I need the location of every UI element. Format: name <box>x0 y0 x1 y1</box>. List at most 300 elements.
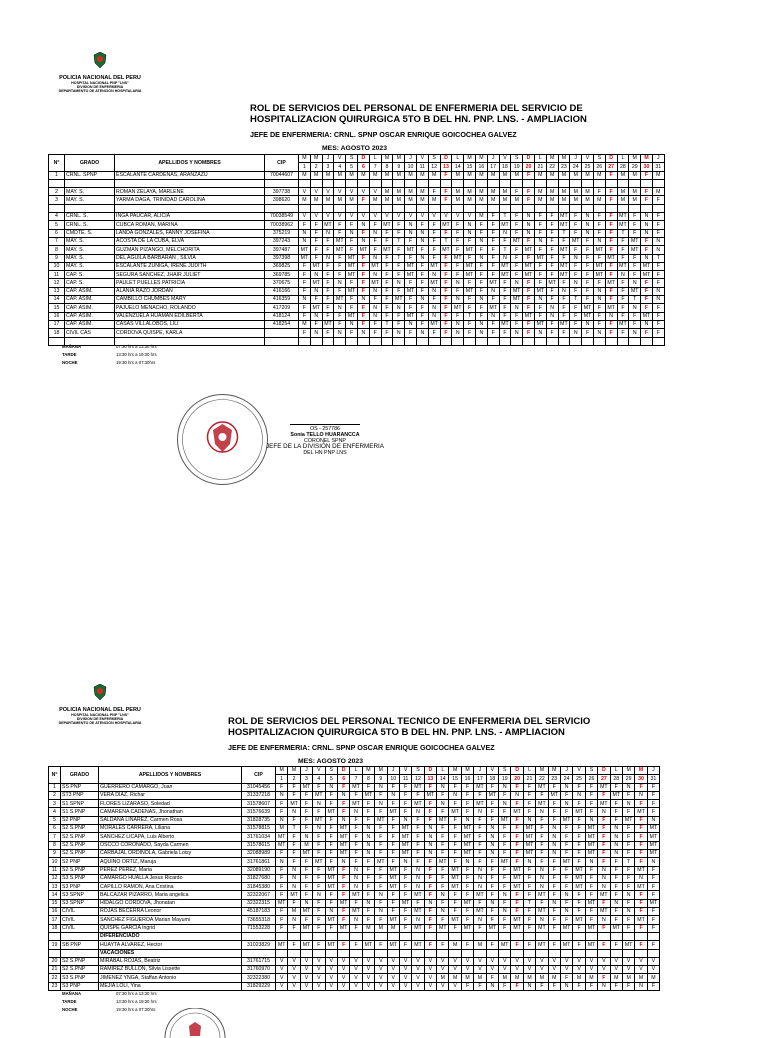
shift-cell: MT <box>573 874 585 882</box>
shift-cell: MT <box>558 221 570 229</box>
shift-cell: F <box>357 229 369 237</box>
shift-cell: F <box>346 304 358 312</box>
shift-cell: V <box>585 966 597 974</box>
shift-cell: MT <box>300 941 312 949</box>
shift-cell: MT <box>617 221 629 229</box>
row-number: 19 <box>49 941 61 949</box>
staff-rank: CIVIL <box>61 916 99 924</box>
shift-cell: MT <box>337 841 349 849</box>
shift-cell: MT <box>486 791 498 799</box>
weekday-header: D <box>337 767 349 775</box>
staff-cip: 370675 <box>265 279 299 287</box>
day-number-header: 17 <box>487 163 499 171</box>
shift-cell: V <box>511 966 523 974</box>
day-number-header: 31 <box>647 775 659 783</box>
staff-cip: 31845380 <box>242 883 276 891</box>
shift-cell: F <box>523 808 535 816</box>
table-row <box>49 833 660 841</box>
shift-cell: F <box>357 262 369 270</box>
shift-cell: F <box>511 188 523 196</box>
staff-name: BALCAZAR PIZARRO, Maria angelica <box>99 891 242 899</box>
shift-cell: F <box>461 808 473 816</box>
day-number-header: 14 <box>437 775 449 783</box>
column-header: GRADO <box>61 767 99 784</box>
shift-cell: F <box>582 296 594 304</box>
shift-cell: F <box>412 833 424 841</box>
shift-cell: F <box>300 883 312 891</box>
shift-cell: F <box>511 262 523 270</box>
shift-cell: MT <box>593 271 605 279</box>
shift-cell: F <box>416 287 428 295</box>
shift-cell: F <box>593 312 605 320</box>
shift-cell: F <box>362 783 374 791</box>
shift-cell: F <box>652 320 664 328</box>
shift-cell: F <box>310 221 322 229</box>
shift-cell: F <box>381 229 393 237</box>
row-number <box>49 179 65 187</box>
shift-cell: N <box>464 221 476 229</box>
shift-cell: N <box>346 320 358 328</box>
shift-cell: F <box>610 816 622 824</box>
shift-cell: N <box>641 254 653 262</box>
shift-cell: MT <box>487 279 499 287</box>
shift-cell: F <box>598 825 610 833</box>
staff-name: MIRABAL ROJAS, Beatriz <box>99 957 242 965</box>
shift-cell: V <box>350 974 362 982</box>
staff-rank <box>65 179 115 187</box>
staff-cip: 397487 <box>265 246 299 254</box>
shift-cell: V <box>325 974 337 982</box>
shift-cell: N <box>276 791 288 799</box>
shift-cell <box>334 179 346 187</box>
shift-cell: F <box>652 213 664 221</box>
shift-cell: F <box>464 320 476 328</box>
shift-cell: F <box>299 221 311 229</box>
staff-name: ROMAN ZELAYA, MARLENE <box>115 188 265 196</box>
shift-cell: M <box>570 188 582 196</box>
shift-cell: V <box>313 974 325 982</box>
shift-cell: N <box>593 287 605 295</box>
shift-cell: F <box>362 891 374 899</box>
shift-cell <box>322 179 334 187</box>
shift-cell: F <box>313 783 325 791</box>
shift-cell: F <box>464 254 476 262</box>
shift-cell: MT <box>276 833 288 841</box>
staff-name: GUZMAN PIZANGO, MELCHORITA <box>115 246 265 254</box>
shift-cell: F <box>534 312 546 320</box>
staff-rank: S1 SPNP <box>61 800 99 808</box>
shift-cell <box>573 949 585 957</box>
weekday-header: L <box>534 155 546 163</box>
shift-cell: N <box>288 808 300 816</box>
shift-cell: N <box>437 891 449 899</box>
shift-cell: MT <box>299 254 311 262</box>
shift-cell: F <box>393 271 405 279</box>
shift-cell: F <box>437 899 449 907</box>
shift-cell: N <box>369 304 381 312</box>
shift-cell <box>598 949 610 957</box>
shift-cell: N <box>635 982 647 990</box>
shift-cell: N <box>452 279 464 287</box>
shift-cell: F <box>617 237 629 245</box>
staff-cip: 375219 <box>265 229 299 237</box>
shift-cell: F <box>598 816 610 824</box>
shift-cell: MT <box>536 941 548 949</box>
shift-cell: V <box>399 957 411 965</box>
staff-cip: 70038549 <box>265 213 299 221</box>
shift-cell: F <box>536 858 548 866</box>
shift-cell: MT <box>334 237 346 245</box>
shift-cell: F <box>560 874 572 882</box>
shift-cell: F <box>461 866 473 874</box>
staff-cip: 418254 <box>265 320 299 328</box>
shift-cell: MT <box>548 791 560 799</box>
shift-cell <box>346 337 358 345</box>
shift-cell: MT <box>598 783 610 791</box>
weekday-header: V <box>416 155 428 163</box>
shift-cell: M <box>452 188 464 196</box>
shift-cell: MT <box>412 941 424 949</box>
shift-cell: MT <box>387 916 399 924</box>
row-number <box>49 204 65 212</box>
shift-cell: F <box>475 246 487 254</box>
row-number: 2 <box>49 791 61 799</box>
shift-cell: F <box>548 808 560 816</box>
shift-cell: F <box>424 800 436 808</box>
shift-cell: F <box>381 304 393 312</box>
shift-cell: N <box>424 849 436 857</box>
shift-cell: MT <box>573 916 585 924</box>
shift-cell: F <box>499 841 511 849</box>
shift-cell: V <box>449 982 461 990</box>
shift-cell: F <box>622 982 634 990</box>
shift-cell: F <box>350 841 362 849</box>
shift-cell <box>558 179 570 187</box>
shift-cell: MT <box>464 246 476 254</box>
shift-cell: MT <box>536 924 548 932</box>
shift-cell <box>570 337 582 345</box>
shift-cell: V <box>362 966 374 974</box>
shift-cell: MT <box>449 916 461 924</box>
shift-cell: F <box>610 883 622 891</box>
weekday-header: M <box>558 155 570 163</box>
shift-cell: F <box>412 816 424 824</box>
shift-cell: N <box>647 816 659 824</box>
shift-cell: N <box>548 841 560 849</box>
shift-cell: N <box>582 221 594 229</box>
staff-rank: CAP. ASIM. <box>65 320 115 328</box>
table-row <box>49 296 665 304</box>
shift-cell: M <box>322 196 334 204</box>
row-number: 20 <box>49 957 61 965</box>
shift-cell: F <box>605 213 617 221</box>
shift-cell: M <box>475 196 487 204</box>
staff-name: GUERRERO CAMARGO, Juan <box>99 783 242 791</box>
shift-cell <box>375 932 387 940</box>
shift-cell: F <box>499 279 511 287</box>
shift-cell: V <box>369 188 381 196</box>
shift-cell: F <box>635 849 647 857</box>
shift-cell: F <box>511 816 523 824</box>
shift-cell: N <box>582 229 594 237</box>
shift-cell: F <box>334 312 346 320</box>
shift-cell: F <box>475 304 487 312</box>
shift-cell: F <box>487 262 499 270</box>
shift-cell: N <box>452 329 464 337</box>
shift-cell <box>629 204 641 212</box>
shift-cell: F <box>523 908 535 916</box>
staff-cip: 31337218 <box>242 791 276 799</box>
shift-cell <box>534 204 546 212</box>
shift-cell: F <box>337 866 349 874</box>
shift-cell: N <box>511 279 523 287</box>
shift-hours: 13:30 hrs a 19:30 hrs <box>116 999 157 1004</box>
shift-cell: F <box>381 329 393 337</box>
shift-cell: N <box>560 891 572 899</box>
row-number: 23 <box>49 982 61 990</box>
shift-cell <box>629 179 641 187</box>
shift-cell <box>424 949 436 957</box>
table-row <box>49 188 665 196</box>
shift-cell: N <box>288 874 300 882</box>
shift-cell: V <box>536 957 548 965</box>
shift-cell: N <box>582 213 594 221</box>
weekday-header: M <box>475 155 487 163</box>
shift-cell: MT <box>647 849 659 857</box>
shift-cell: F <box>499 825 511 833</box>
shift-cell: F <box>393 246 405 254</box>
row-number: 12 <box>49 874 61 882</box>
shift-cell: F <box>652 262 664 270</box>
shift-cell: F <box>299 287 311 295</box>
shift-cell: F <box>511 254 523 262</box>
shift-cell: N <box>375 891 387 899</box>
shift-cell: F <box>486 974 498 982</box>
shift-cell: F <box>399 883 411 891</box>
shift-cell: F <box>647 941 659 949</box>
shift-cell: F <box>548 800 560 808</box>
staff-name: CORDOVA QUISPE, KARLA <box>115 329 265 337</box>
weekday-header: J <box>647 767 659 775</box>
row-number <box>49 932 61 940</box>
shift-cell: MT <box>486 924 498 932</box>
shift-cell: F <box>300 874 312 882</box>
shift-cell: F <box>546 271 558 279</box>
chief-nurse: JEFE DE ENFERMERIA: CRNL. SPNP OSCAR ENRIQUE GOICOCHEA GALVEZ <box>228 743 495 752</box>
shift-cell: F <box>582 329 594 337</box>
staff-cip: 70044607 <box>265 171 299 179</box>
staff-name: PAULET PUELLES PATRICIA <box>115 279 265 287</box>
shift-cell: F <box>652 221 664 229</box>
shift-cell: F <box>440 262 452 270</box>
weekday-header: M <box>629 155 641 163</box>
shift-cell: MT <box>585 924 597 932</box>
shift-cell: F <box>337 874 349 882</box>
shift-cell: F <box>350 825 362 833</box>
shift-cell: F <box>487 320 499 328</box>
shift-cell: N <box>416 229 428 237</box>
shift-cell: V <box>499 957 511 965</box>
shift-cell: MT <box>461 833 473 841</box>
shift-cell: F <box>474 825 486 833</box>
shift-cell: F <box>313 924 325 932</box>
shift-cell: M <box>582 196 594 204</box>
shift-cell: V <box>511 957 523 965</box>
shift-cell: N <box>499 891 511 899</box>
shift-cell: N <box>299 237 311 245</box>
shift-cell: MT <box>461 825 473 833</box>
shift-cell: F <box>300 808 312 816</box>
table-row <box>49 908 660 916</box>
shift-cell: MT <box>375 816 387 824</box>
shift-cell: V <box>548 966 560 974</box>
shift-cell: V <box>299 188 311 196</box>
shift-cell: F <box>635 841 647 849</box>
legend-row <box>62 998 157 1006</box>
shift-cell: F <box>337 808 349 816</box>
shift-cell: N <box>570 329 582 337</box>
shift-cell: F <box>437 833 449 841</box>
shift-cell: MT <box>560 816 572 824</box>
shift-cell: F <box>558 312 570 320</box>
staff-rank: S3 SPNP <box>61 899 99 907</box>
shift-cell: F <box>641 246 653 254</box>
shift-cell: N <box>416 237 428 245</box>
shift-cell: MT <box>412 908 424 916</box>
staff-cip: 32089190 <box>242 866 276 874</box>
staff-name: YARMA DAGA, TRINIDAD CAROLINA <box>115 196 265 204</box>
shift-cell: F <box>381 271 393 279</box>
signature-rank: CORONEL SPNP <box>304 438 346 444</box>
shift-cell: F <box>647 891 659 899</box>
shift-cell: F <box>393 320 405 328</box>
shift-cell: N <box>369 254 381 262</box>
shift-cell: F <box>405 279 417 287</box>
shift-cell <box>546 337 558 345</box>
staff-cip <box>265 204 299 212</box>
shift-cell: F <box>523 874 535 882</box>
shift-cell: N <box>310 329 322 337</box>
shift-cell: M <box>381 188 393 196</box>
shift-cell: F <box>337 891 349 899</box>
staff-rank: MAY. S. <box>65 237 115 245</box>
staff-cip: 31829229 <box>242 982 276 990</box>
shift-cell: F <box>622 874 634 882</box>
shift-cell: F <box>546 229 558 237</box>
weekday-header: V <box>499 155 511 163</box>
institution-name: POLICIA NACIONAL DEL PERU <box>59 707 141 713</box>
shift-cell: F <box>546 237 558 245</box>
shift-cell: F <box>452 271 464 279</box>
shift-cell: N <box>362 825 374 833</box>
shift-cell: F <box>288 791 300 799</box>
shift-cell: MT <box>598 908 610 916</box>
shift-cell: M <box>610 974 622 982</box>
staff-name: VERA DIAZ, Richar <box>99 791 242 799</box>
shift-cell: MT <box>310 279 322 287</box>
shift-cell: F <box>598 974 610 982</box>
shift-cell: N <box>475 254 487 262</box>
shift-cell: F <box>511 213 523 221</box>
shift-cell: N <box>474 866 486 874</box>
day-number-header: 12 <box>428 163 440 171</box>
shift-cell: M <box>299 320 311 328</box>
shift-cell: F <box>428 237 440 245</box>
shift-cell: MT <box>393 296 405 304</box>
shift-cell: T <box>499 213 511 221</box>
shift-cell: N <box>622 908 634 916</box>
shift-cell: F <box>546 221 558 229</box>
hospital-name: HOSPITAL NACIONAL PNP "LNS" <box>71 81 129 85</box>
shift-cell: F <box>487 271 499 279</box>
shift-cell: MT <box>405 287 417 295</box>
shift-cell: N <box>452 296 464 304</box>
weekday-header: M <box>546 155 558 163</box>
table-row <box>49 204 665 212</box>
shift-cell <box>346 204 358 212</box>
shift-cell: F <box>523 791 535 799</box>
weekday-header: M <box>641 155 653 163</box>
weekday-header: D <box>440 155 452 163</box>
shift-cell: V <box>276 957 288 965</box>
shift-cell: N <box>652 237 664 245</box>
shift-cell: F <box>452 312 464 320</box>
shift-cell: F <box>337 916 349 924</box>
shift-cell: F <box>357 287 369 295</box>
shift-cell: F <box>511 982 523 990</box>
staff-cip: 416166 <box>265 287 299 295</box>
shift-cell: N <box>610 833 622 841</box>
shift-cell <box>622 932 634 940</box>
shift-cell: F <box>424 783 436 791</box>
shift-cell: V <box>399 982 411 990</box>
shift-cell: MT <box>511 296 523 304</box>
shift-cell <box>605 179 617 187</box>
shift-cell: F <box>629 229 641 237</box>
shift-cell: V <box>350 957 362 965</box>
shift-cell: MT <box>346 312 358 320</box>
shift-cell <box>558 204 570 212</box>
shift-cell: F <box>536 982 548 990</box>
shift-cell: F <box>641 287 653 295</box>
table-row <box>49 196 665 204</box>
shift-cell: N <box>598 874 610 882</box>
shift-cell: F <box>440 171 452 179</box>
shift-cell: N <box>546 304 558 312</box>
staff-cip: 397398 <box>265 254 299 262</box>
shift-cell: V <box>288 974 300 982</box>
shift-cell: MT <box>585 941 597 949</box>
shift-cell: N <box>424 825 436 833</box>
day-number-header: 28 <box>610 775 622 783</box>
table-row <box>49 883 660 891</box>
day-number-header: 2 <box>288 775 300 783</box>
shift-cell: F <box>375 883 387 891</box>
shift-cell: F <box>622 825 634 833</box>
row-number: 12 <box>49 279 65 287</box>
shift-cell: N <box>437 908 449 916</box>
shift-cell: F <box>475 279 487 287</box>
shift-cell <box>369 179 381 187</box>
shift-cell: F <box>325 791 337 799</box>
shift-cell <box>560 949 572 957</box>
shift-cell: F <box>276 849 288 857</box>
shift-cell: V <box>412 966 424 974</box>
shift-cell: F <box>276 891 288 899</box>
staff-cip: 31827680 <box>242 874 276 882</box>
shift-cell: F <box>437 916 449 924</box>
shift-cell: N <box>337 791 349 799</box>
